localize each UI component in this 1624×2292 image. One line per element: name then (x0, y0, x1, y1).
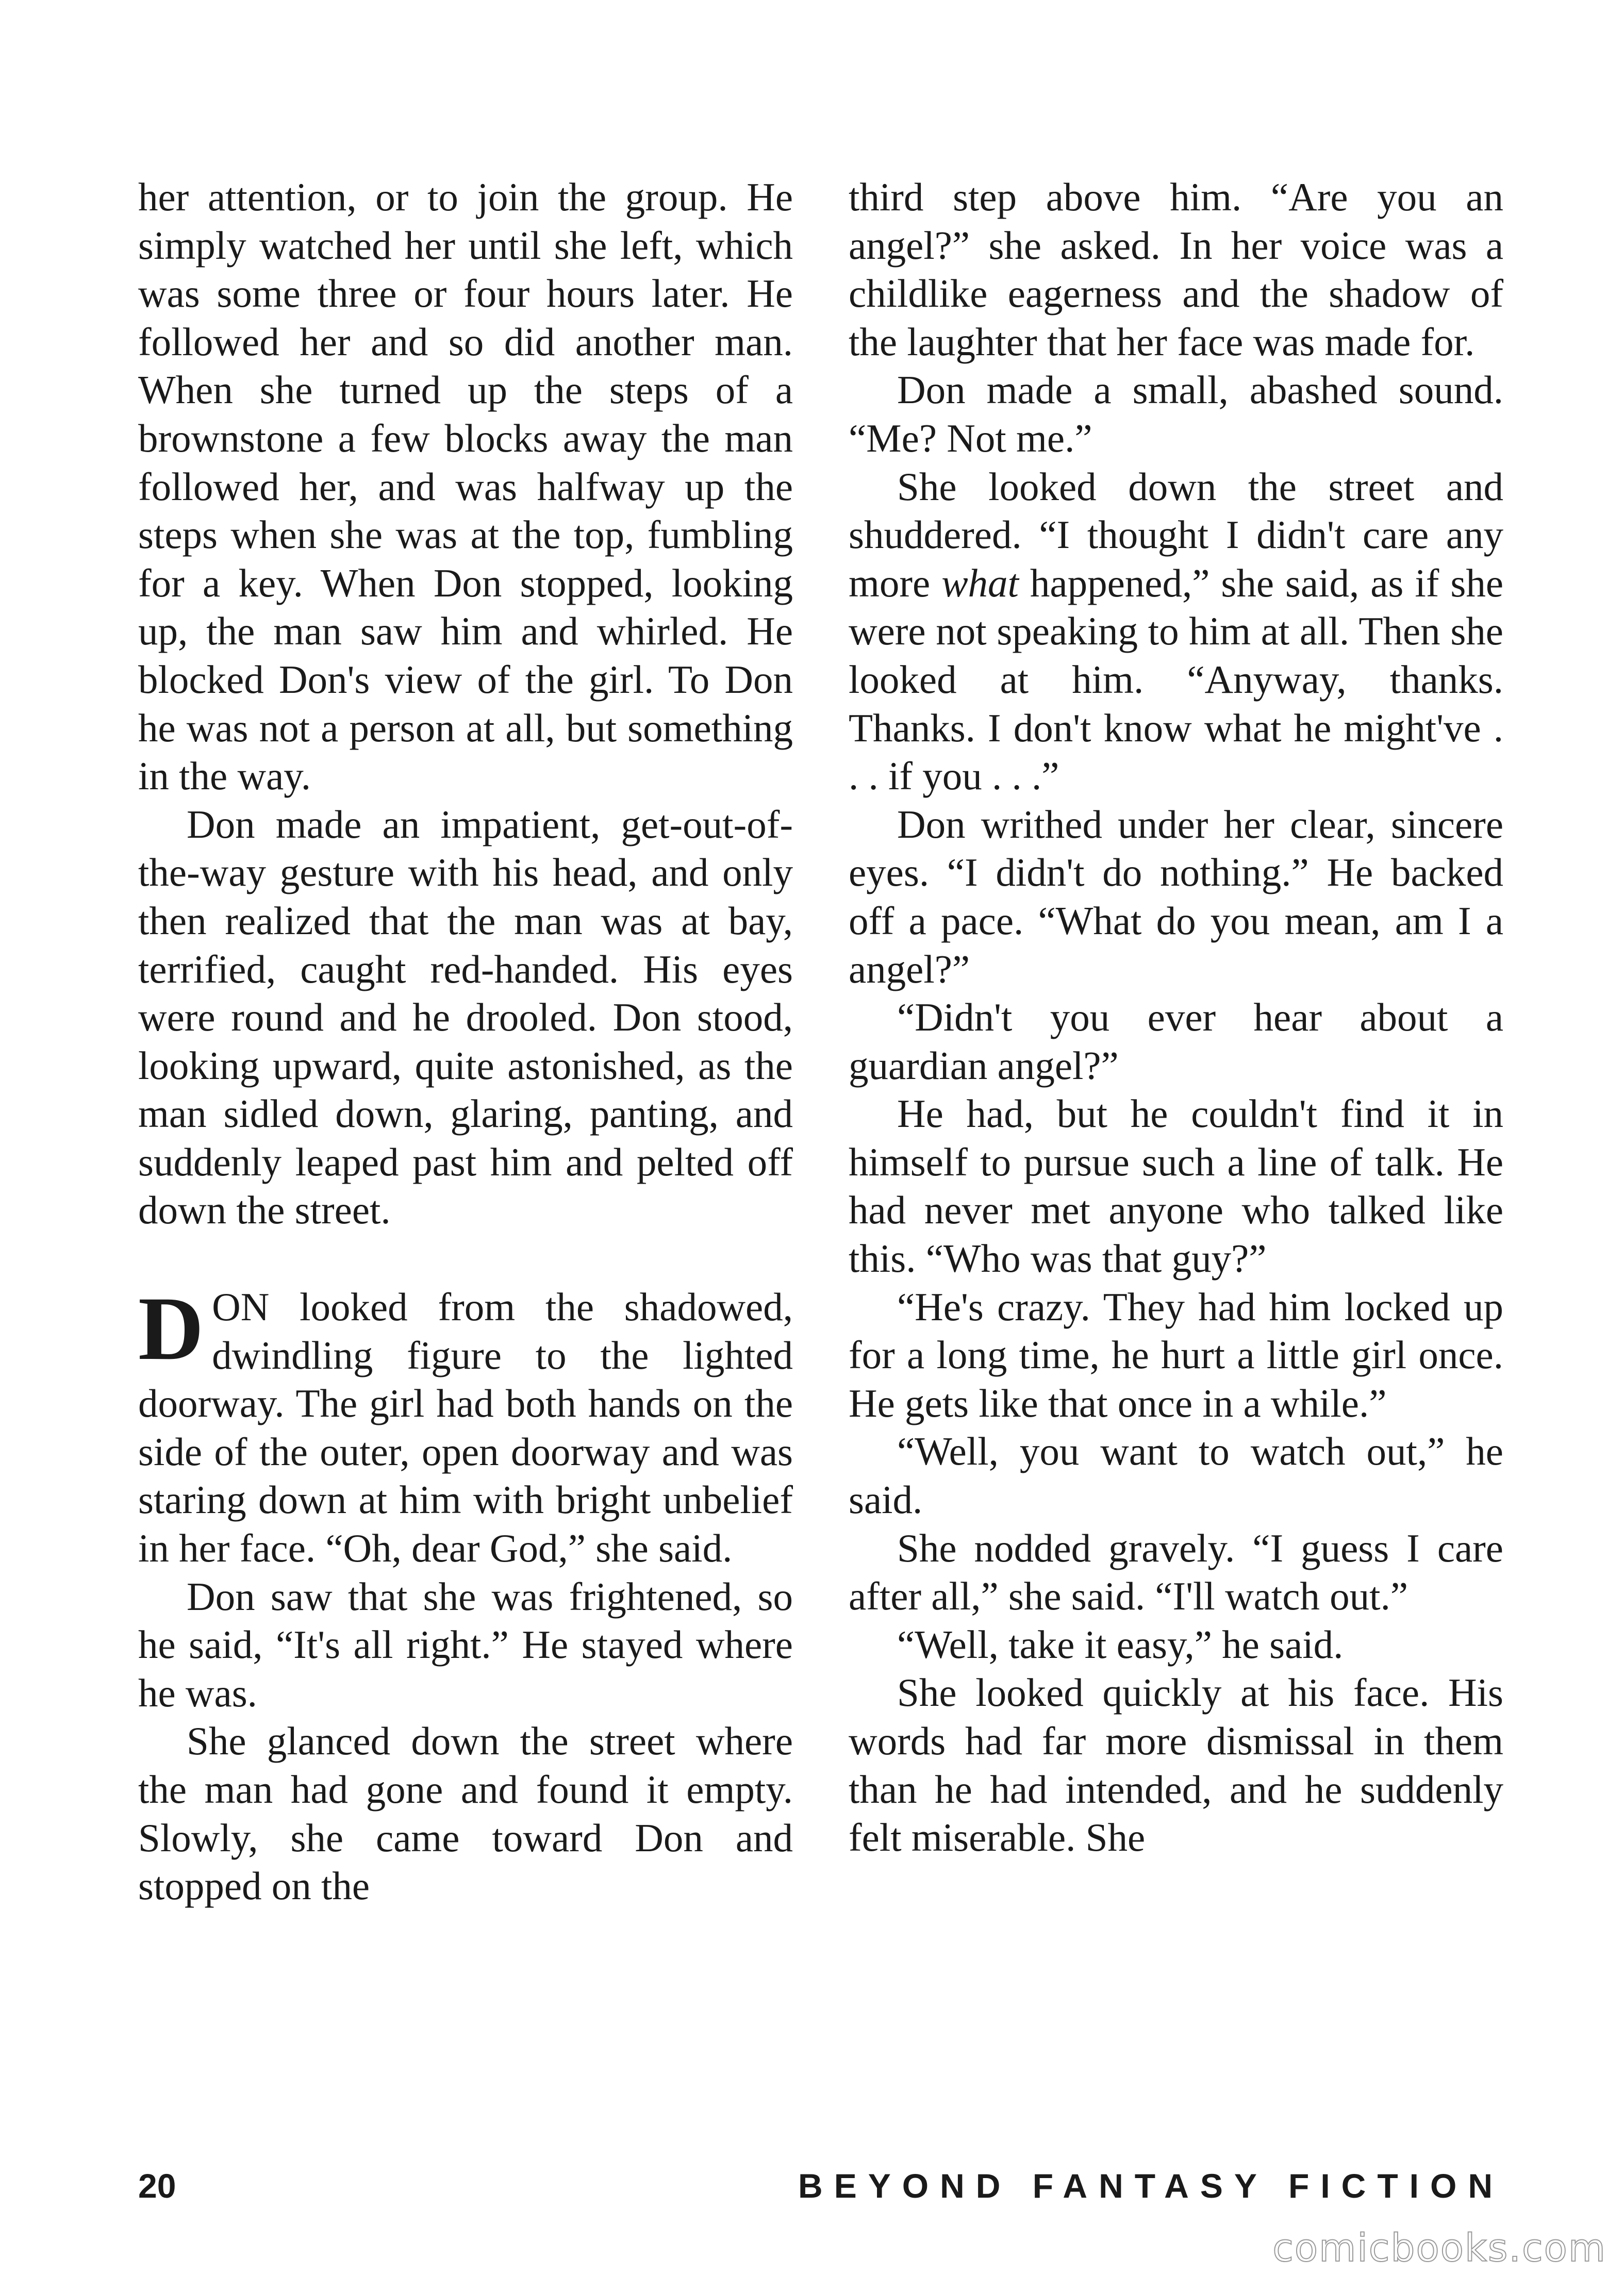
right-text-column (849, 173, 1503, 1862)
right-paragraph-5: “Didn't you ever hear about a guardian angel?” (849, 995, 1503, 1088)
left-text-column (138, 173, 793, 1911)
right-paragraph-8: “Well, you want to watch out,” he said. (849, 1429, 1503, 1522)
left-paragraph-3-text: ON looked from the shadowed, dwindling figure to the lighted doorway. The girl had both hands on the side of the outer, open doorway and was staring down at him with bright unbelief in her face. “Oh, dear God,” she said. (138, 1285, 793, 1571)
right-paragraph-1: third step above him. “Are you an angel?” she asked. In her voice was a childlike eagerness and the shadow of the laughter that her face was made for. (849, 175, 1503, 364)
right-paragraph-3-end: happened,” she said, as if she were not speaking to him at all. Then she looked at him. “Anyway, thanks. Thanks. I don't know what he might've . . . if you . . .” (849, 560, 1503, 799)
right-paragraph-10: “Well, take it easy,” he said. (897, 1622, 1344, 1667)
right-paragraph-3-start: She looked down the street and shuddered. “I thought I didn't care any more (849, 464, 1503, 605)
right-paragraph-4: Don writhed under her clear, sincere eyes. “I didn't do nothing.” He backed off a pace. “What do you mean, am I a angel?” (849, 802, 1503, 991)
left-paragraph-4: Don saw that she was frightened, so he said, “It's all right.” He stayed where he was. (138, 1574, 793, 1715)
right-paragraph-2: Don made a small, abashed sound. “Me? Not me.” (849, 368, 1503, 460)
right-paragraph-11: She looked quickly at his face. His words had far more dismissal in them than he had intended, and he suddenly felt miserable. She (849, 1670, 1503, 1860)
left-paragraph-5: She glanced down the street where the man had gone and found it empty. Slowly, she came toward Don and stopped on the (138, 1719, 793, 1908)
right-paragraph-6: He had, but he couldn't find it in himself to pursue such a line of talk. He had never met anyone who talked like this. “Who was that guy?” (849, 1091, 1503, 1281)
running-head: BEYOND FANTASY FICTION (798, 2167, 1504, 2205)
drop-cap: D (138, 1278, 204, 1380)
emphasized-word: what (941, 560, 1019, 605)
right-paragraph-9: She nodded gravely. “I guess I care after all,” she said. “I'll watch out.” (849, 1525, 1503, 1619)
page-number: 20 (138, 2167, 176, 2205)
right-paragraph-3 (849, 463, 1503, 801)
left-paragraph-3 (138, 1278, 793, 1573)
watermark: comicbooks.com (1272, 2226, 1606, 2270)
right-paragraph-7: “He's crazy. They had him locked up for a long time, he hurt a little girl once. He gets like that once in a while.” (849, 1284, 1503, 1425)
left-paragraph-1: her attention, or to join the group. He simply watched her until she left, which was some three or four hours later. He followed her and so did another man. When she turned up the steps of a brownstone a few blocks away the man followed her, and was halfway up the steps when she was at the top, fumbling for a key. When Don stopped, looking up, the man saw him and whirled. He blocked Don's view of the girl. To Don he was not a person at all, but something in the way. (138, 175, 793, 799)
left-paragraph-2: Don made an impatient, get-out-of-the-way gesture with his head, and only then realized that the man was at bay, terrified, caught red-handed. His eyes were round and he drooled. Don stood, looking upward, quite astonished, as the man sidled down, glaring, panting, and suddenly leaped past him and pelted off down the street. (138, 802, 793, 1233)
